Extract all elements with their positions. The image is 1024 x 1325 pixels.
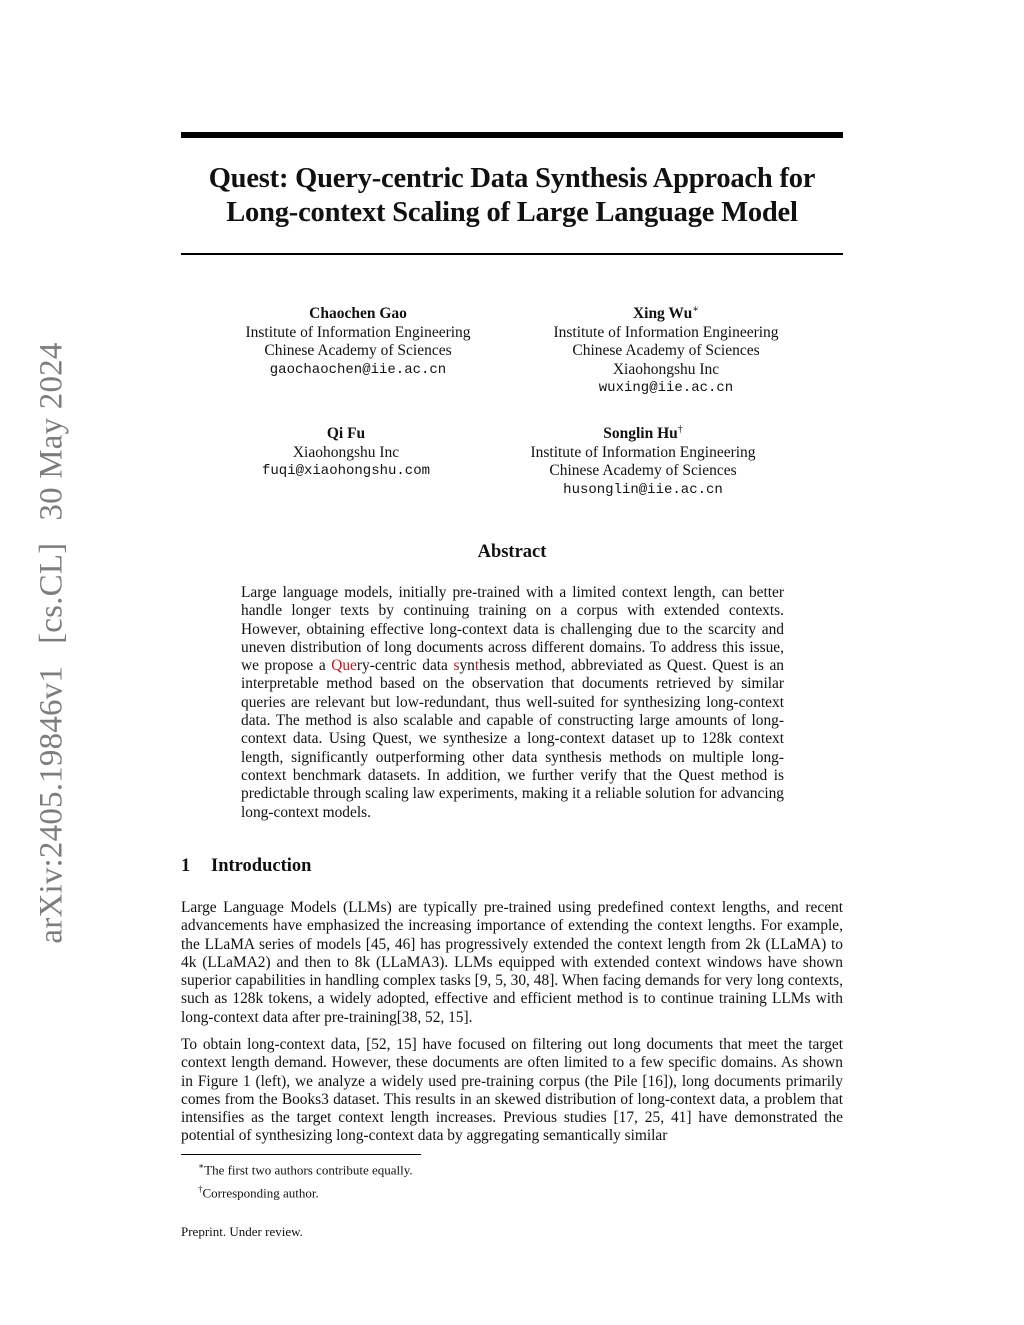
arxiv-stamp	[34, 342, 71, 943]
highlight-que: Que	[331, 657, 357, 675]
author-block	[208, 301, 508, 379]
section-heading-introduction	[181, 856, 311, 877]
author-email[interactable]: fuqi@xiaohongshu.com	[261, 463, 431, 480]
footnote-rule	[181, 1154, 421, 1155]
author-name: Songlin Hu†	[603, 424, 683, 443]
author-name: Chaochen Gao	[309, 305, 407, 323]
author-affiliation: Xiaohongshu Inc	[292, 443, 400, 461]
highlight-t: t	[474, 657, 480, 675]
title-line-2: Long-context Scaling of Large Language Model	[226, 197, 798, 228]
author-affiliation: Chinese Academy of Sciences	[572, 342, 760, 360]
section-title: Introduction	[211, 856, 312, 876]
abstract-text: Large language models, initially pre-trained with a limited context length, can better handle longer texts by continuing training on a corpus with extended contexts. However, obtaining effective long-context data is challenging due to the scarcity and uneven distribution of long documents across different domains. To address this issue, we propose a Query-centric data synthesis method, abbreviated as Quest. Quest is an interpretable method based on the observation that documents retrieved by similar queries are relevant but low-redundant, thus well-suited for synthesizing long-context data. The method is also scalable and capable of constructing large amounts of long-context data. Using Quest, we synthesize a long-context dataset up to 128k context length, significantly outperforming other data synthesis methods on multiple long-context benchmark datasets. In addition, we further verify that the Quest method is predictable through scaling law experiments, making it a reliable solution for advancing long-context models.	[241, 584, 784, 821]
page-footer: Preprint. Under review.	[181, 1224, 303, 1239]
footnote: †Corresponding author.	[198, 1183, 319, 1201]
paper-title	[181, 162, 843, 230]
author-block	[196, 421, 496, 481]
author-block	[493, 421, 793, 499]
arxiv-category: [cs.CL]	[33, 542, 70, 644]
author-email[interactable]: gaochaochen@iie.ac.cn	[269, 361, 447, 378]
author-block	[516, 301, 816, 398]
intro-paragraph-2: To obtain long-context data, [52, 15] have focused on filtering out long documents that meet the target context length demand. However, these documents are often limited to a few specific domains. As shown in Figure 1 (left), we analyze a widely used pre-training corpus (the Pile [16]), long documents primarily comes from the Books3 dataset. This results in an skewed distribution of long-context data, a problem that intensifies as the target context length increases. Previous studies [17, 25, 41] have demonstrated the potential of synthesizing long-context data by aggregating semantically similar	[181, 1036, 843, 1145]
author-affiliation: Xiaohongshu Inc	[612, 360, 720, 378]
author-email[interactable]: wuxing@iie.ac.cn	[598, 380, 734, 397]
author-affiliation: Chinese Academy of Sciences	[264, 342, 452, 360]
author-name: Xing Wu∗	[632, 304, 700, 323]
author-affiliation: Institute of Information Engineering	[530, 443, 756, 461]
highlight-s: s	[453, 657, 460, 675]
abstract-heading: Abstract	[477, 542, 547, 562]
footnote: ∗The first two authors contribute equally.	[198, 1161, 413, 1178]
author-affiliation: Institute of Information Engineering	[553, 323, 779, 341]
author-name: Qi Fu	[326, 425, 366, 443]
author-affiliation: Chinese Academy of Sciences	[549, 462, 737, 480]
footnotes	[181, 1157, 843, 1203]
title-rule-top	[181, 132, 843, 138]
title-line-1: Quest: Query-centric Data Synthesis Approach for	[208, 163, 816, 194]
arxiv-date: 30 May 2024	[33, 342, 70, 521]
author-email[interactable]: husonglin@iie.ac.cn	[563, 481, 723, 498]
arxiv-id: arXiv:2405.19846v1	[33, 665, 70, 944]
title-rule-bottom	[181, 253, 843, 255]
intro-paragraph-1: Large Language Models (LLMs) are typically pre-trained using predefined context lengths, and recent advancements have emphasized the increasing importance of extending the context lengths. For example, the LLaMA series of models [45, 46] has progressively extended the context length from 2k (LLaMA) to 4k (LLaMA2) and then to 8k (LLaMA3). LLMs equipped with extended context windows have shown superior capabilities in handling complex tasks [9, 5, 30, 48]. When facing demands for very long contexts, such as 128k tokens, a widely adopted, effective and efficient method is to continue training LLMs with long-context data after pre-training[38, 52, 15].	[181, 899, 843, 1026]
section-number: 1	[181, 856, 191, 876]
author-affiliation: Institute of Information Engineering	[245, 323, 471, 341]
